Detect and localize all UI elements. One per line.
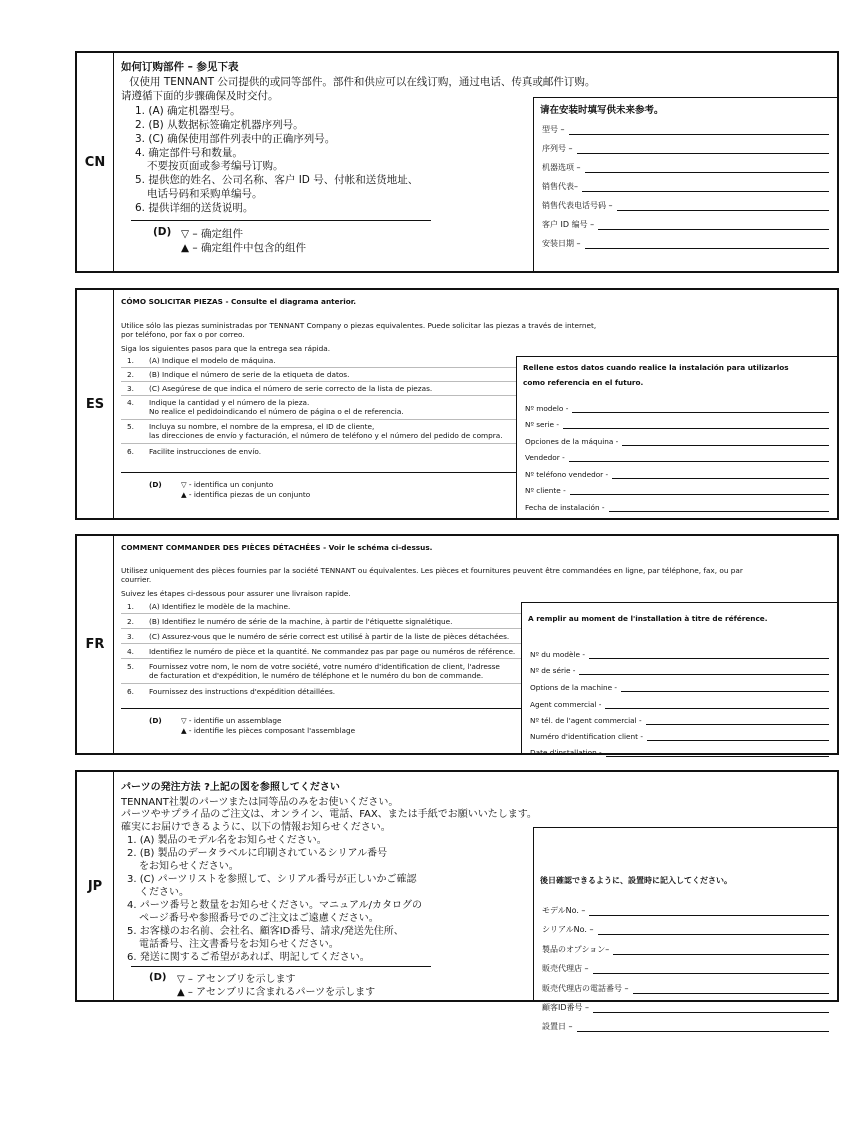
form-title: Rellene estos datos cuando realice la instalación para utilizarlos — [523, 363, 789, 372]
form-field-options[interactable]: 製品のオプション– — [542, 944, 829, 955]
form-field-install-date[interactable]: Date d'installation - — [530, 748, 829, 757]
form-field-sales-rep[interactable]: Agent commercial - — [530, 700, 829, 709]
intro-text: Suivez les étapes ci-dessous pour assurer une livraison rapide. — [121, 589, 351, 598]
step-number: 6. — [127, 687, 134, 696]
form-field-install-date[interactable]: Fecha de instalación - — [525, 503, 829, 512]
intro-text: 確実にお届けできるように、以下の情報お知らせください。 — [121, 822, 391, 833]
step-item: 3. (C) パーツリストを参照して、シリアル番号が正しいかご確認 — [127, 874, 417, 885]
step-item: Indique la cantidad y el número de la pieza. — [149, 398, 310, 407]
panel-content — [121, 290, 837, 518]
step-number: 6. — [127, 447, 134, 456]
divider — [131, 220, 431, 221]
step-item: 6. 発送に関するご希望があれば、明記してください。 — [127, 952, 370, 963]
step-item: 1. (A) 製品のモデル名をお知らせください。 — [127, 835, 327, 846]
form-field-customer-id[interactable]: 客户 ID 编号 – — [542, 219, 829, 230]
section-title: COMMENT COMMANDER DES PIÈCES DÉTACHÉES - Voir le schéma ci-dessus. — [121, 543, 433, 552]
divider — [121, 472, 516, 473]
step-number: 5. — [127, 662, 134, 671]
reference-form — [533, 827, 837, 1031]
step-number: 4. — [127, 398, 134, 407]
step-item: 6. 提供详细的送货说明。 — [135, 202, 254, 214]
form-field-serial[interactable]: シリアルNo. – — [542, 924, 829, 935]
legend-parts: ▲ - identifie les pièces composant l'assemblage — [181, 726, 356, 735]
form-field-customer-id[interactable]: 顧客ID番号 – — [542, 1002, 829, 1013]
step-item: (A) Indique el modelo de máquina. — [149, 356, 276, 365]
row-divider — [121, 628, 521, 629]
form-field-customer-id[interactable]: Nº cliente - — [525, 486, 829, 495]
form-field-serial[interactable]: Nº serie - — [525, 420, 829, 429]
panel-cn — [75, 51, 839, 273]
form-border — [534, 827, 837, 828]
panel-es — [75, 288, 839, 520]
step-number: 5. — [127, 422, 134, 431]
step-number: 1. — [127, 356, 134, 365]
step-item: Fournissez des instructions d'expédition détaillées. — [149, 687, 336, 696]
step-item: Incluya su nombre, el nombre de la empresa, el ID de cliente, — [149, 422, 375, 431]
form-field-options[interactable]: 机器选项 – — [542, 162, 829, 173]
step-item: Facilite instrucciones de envío. — [149, 447, 262, 456]
form-field-options[interactable]: Options de la machine - — [530, 683, 829, 692]
step-item: 3. (C) 确保使用部件列表中的正确序列号。 — [135, 133, 336, 145]
intro-text: Siga los siguientes pasos para que la entrega sea rápida. — [121, 344, 331, 353]
form-field-install-date[interactable]: 安装日期 – — [542, 238, 829, 249]
step-number: 3. — [127, 384, 134, 393]
intro-text: Utilice sólo las piezas suministradas por TENNANT Company o piezas equivalentes. Puede solicitar las piezas a través de internet, — [121, 321, 597, 330]
step-item: No realice el pedidoindicando el número de página o el de referencia. — [149, 407, 404, 416]
intro-text: 仅使用 TENNANT 公司提供的或同等部件。部件和供应可以在线订购，通过电话、传真或邮件订购。 — [129, 76, 596, 88]
form-title: 後日確認できるように、設置時に記入してください。 — [540, 876, 732, 885]
form-field-model[interactable]: 型号 – — [542, 124, 829, 135]
form-title: como referencia en el futuro. — [523, 378, 644, 387]
section-title: 如何订购部件 – 参见下表 — [121, 61, 239, 73]
language-code: FR — [77, 536, 114, 753]
step-item: (C) Asegúrese de que indica el número de serie correcto de la lista de piezas. — [149, 384, 433, 393]
section-title: パーツの発注方法 ?上記の図を参照してください — [121, 782, 340, 793]
row-divider — [121, 643, 521, 644]
step-item: 电话号码和采购单编号。 — [147, 188, 263, 200]
step-number: 2. — [127, 370, 134, 379]
form-field-serial[interactable]: 序列号 – — [542, 143, 829, 154]
form-field-serial[interactable]: Nº de série - — [530, 666, 829, 675]
step-item: las direcciones de envío y facturación, el número de teléfono y el número del pedido de compra. — [149, 431, 503, 440]
row-divider — [121, 658, 521, 659]
row-divider — [121, 683, 521, 684]
step-item: 電話番号、注文書番号をお知らせください。 — [139, 939, 339, 950]
form-field-install-date[interactable]: 設置日 – — [542, 1021, 829, 1032]
form-field-model[interactable]: Nº du modèle - — [530, 650, 829, 659]
step-item: 2. (B) 製品のデータラベルに印刷されているシリアル番号 — [127, 848, 388, 859]
legend-parts: ▲ – 确定组件中包含的组件 — [181, 242, 306, 254]
step-item: 4. パーツ番号と数量をお知らせください。マニュアル/カタログの — [127, 900, 422, 911]
panel-content — [121, 53, 837, 271]
legend-label: (D) — [149, 480, 162, 489]
row-divider — [121, 395, 516, 396]
legend-assembly: ▽ - identifica un conjunto — [181, 480, 274, 489]
step-item: 5. 提供您的姓名、公司名称、客户 ID 号、付帐和送货地址、 — [135, 174, 419, 186]
legend-parts: ▲ - identifica piezas de un conjunto — [181, 490, 311, 499]
divider — [121, 708, 521, 709]
step-item: (B) Identifiez le numéro de série de la machine, à partir de l'étiquette signalétique. — [149, 617, 453, 626]
legend-parts: ▲ – アセンブリに含まれるパーツを示します — [177, 987, 376, 998]
form-field-options[interactable]: Opciones de la máquina - — [525, 437, 829, 446]
step-number: 4. — [127, 647, 134, 656]
form-field-rep-phone[interactable]: 販売代理店の電話番号 – — [542, 983, 829, 994]
reference-form — [533, 97, 837, 271]
step-item: 不要按页面或参考编号订购。 — [147, 160, 284, 172]
language-code: JP — [77, 772, 114, 1000]
step-number: 1. — [127, 602, 134, 611]
legend-assembly: ▽ - identifie un assemblage — [181, 716, 282, 725]
step-item: 5. お客様のお名前、会社名、顧客ID番号、請求/発送先住所、 — [127, 926, 404, 937]
step-item: (A) Identifiez le modèle de la machine. — [149, 602, 291, 611]
row-divider — [121, 419, 516, 420]
form-field-sales-rep[interactable]: Vendedor - — [525, 453, 829, 462]
step-item: 4. 确定部件号和数量。 — [135, 147, 243, 159]
step-item: 2. (B) 从数据标签确定机器序列号。 — [135, 119, 304, 131]
form-title: A remplir au moment de l'installation à titre de référence. — [528, 614, 768, 623]
step-item: ページ番号や参照番号でのご注文はご遠慮ください。 — [139, 913, 379, 924]
legend-label: (D) — [149, 972, 167, 983]
form-field-customer-id[interactable]: Numéro d'identification client - — [530, 732, 829, 741]
intro-text: courrier. — [121, 575, 152, 584]
reference-form — [521, 602, 837, 757]
intro-text: パーツやサプライ品のご注文は、オンライン、電話、FAX、または手紙でお願いいたします。 — [121, 809, 537, 820]
form-field-rep-phone[interactable]: Nº tél. de l'agent commercial - — [530, 716, 829, 725]
step-item: Identifiez le numéro de pièce et la quantité. Ne commandez pas par page ou numéros de référence. — [149, 647, 516, 656]
step-number: 3. — [127, 632, 134, 641]
intro-text: 请遵循下面的步骤确保及时交付。 — [121, 90, 279, 102]
row-divider — [121, 443, 516, 444]
reference-form — [516, 356, 837, 518]
legend-assembly: ▽ – 确定组件 — [181, 228, 244, 240]
section-title: CÓMO SOLICITAR PIEZAS - Consulte el diagrama anterior. — [121, 297, 357, 306]
step-number: 2. — [127, 617, 134, 626]
row-divider — [121, 381, 516, 382]
intro-text: Utilisez uniquement des pièces fournies par la société TENNANT ou équivalentes. Les pièces et fournitures peuvent être commandées en ligne, par téléphone, fax, ou par — [121, 566, 743, 575]
panel-fr — [75, 534, 839, 755]
step-item: (B) Indique el número de serie de la etiqueta de datos. — [149, 370, 350, 379]
panel-content — [121, 536, 837, 757]
panel-jp — [75, 770, 839, 1031]
step-item: (C) Assurez-vous que le numéro de série correct est utilisé à partir de la liste de pièces détachées. — [149, 632, 510, 641]
step-item: Fournissez votre nom, le nom de votre société, votre numéro d'identification de client, l'adresse — [149, 662, 500, 671]
form-field-model[interactable]: モデルNo. – — [542, 905, 829, 916]
form-border — [517, 356, 837, 357]
legend-assembly: ▽ – アセンブリを示します — [177, 974, 296, 985]
divider — [131, 966, 431, 967]
language-code: CN — [77, 53, 114, 271]
language-code: ES — [77, 290, 114, 518]
step-item: ください。 — [139, 887, 189, 898]
legend-label: (D) — [153, 226, 172, 238]
form-field-rep-phone[interactable]: Nº teléfono vendedor - — [525, 470, 829, 479]
row-divider — [121, 367, 516, 368]
legend-label: (D) — [149, 716, 162, 725]
form-field-sales-rep[interactable]: 販売代理店 – — [542, 963, 829, 974]
form-field-sales-rep[interactable]: 销售代表– — [542, 181, 829, 192]
step-item: 1. (A) 确定机器型号。 — [135, 105, 241, 117]
intro-text: por teléfono, por fax o por correo. — [121, 330, 245, 339]
step-item: de facturation et d'expédition, le numéro de téléphone et le numéro du bon de commande. — [149, 671, 484, 680]
intro-text: TENNANT社製のパーツまたは同等品のみをお使いください。 — [121, 797, 399, 808]
form-field-rep-phone[interactable]: 销售代表电话号码 – — [542, 200, 829, 211]
form-border — [522, 602, 837, 603]
panel-content — [121, 772, 837, 1031]
row-divider — [121, 613, 521, 614]
form-field-model[interactable]: Nº modelo - — [525, 404, 829, 413]
form-border — [534, 97, 837, 98]
form-title: 请在安装时填写供未来参考。 — [540, 105, 664, 116]
step-item: をお知らせください。 — [139, 861, 239, 872]
